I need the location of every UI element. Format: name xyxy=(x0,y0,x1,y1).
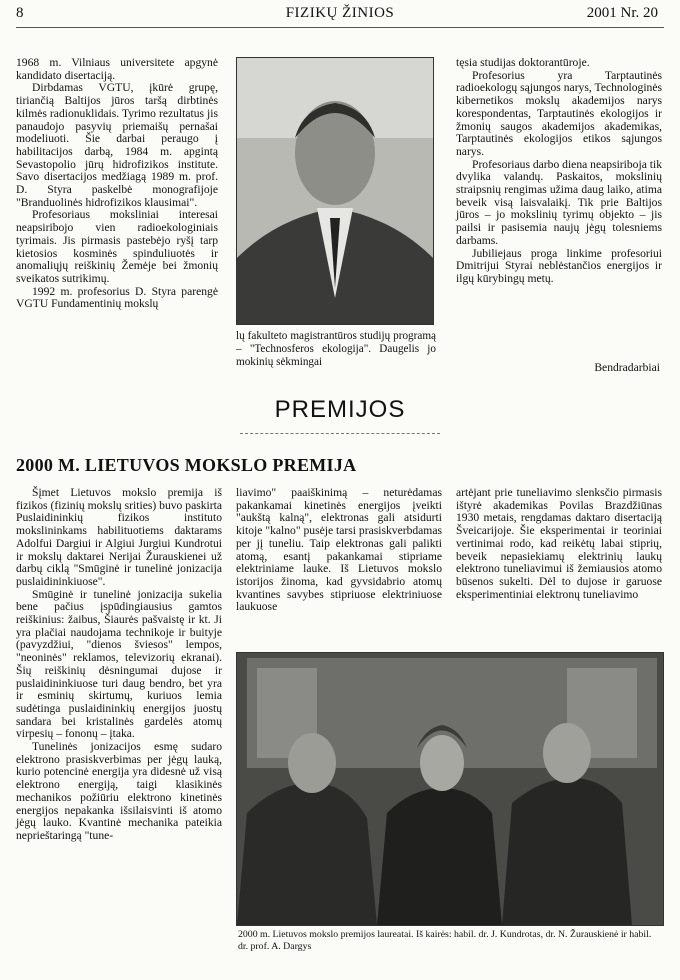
paragraph: Profesorius yra Tarptautinės radioekologų sąjungos narys, Technologinės kibernetikos mokslų akademijos narys korespondentas, Tarptautinės ekologijos ir žmonių saugos akademijos akademikas, Tarptautinės ekologijos etikos sąjungos narys. xyxy=(456,68,662,158)
section-title: PREMIJOS xyxy=(274,396,406,423)
paragraph: Šįmet Lietuvos mokslo premija iš fizikos (fizinių mokslų srities) buvo paskirta Puslaidininkių fizikos instituto mokslininkams habilituotiems daktarams Adolfui Dargiui ir Algiui Jurgiui Kundrotui ir mokslų daktarei Nerijai Žurauskienei už darbų ciklą "Smūginė ir tunelinė jonizacija puslaidininkiuose". xyxy=(16,486,222,588)
photo-caption: 2000 m. Lietuvos mokslo premijos laureatai. Iš kairės: habil. dr. J. Kundrotas, dr. N. Žurauskienė ir habil. dr. prof. A. Dargys xyxy=(238,929,652,952)
laureates-illustration xyxy=(237,653,663,925)
paragraph: tęsia studijas doktorantūroje. xyxy=(456,56,590,69)
portrait-photo xyxy=(236,57,434,325)
paragraph: Tunelinės jonizacijos esmę sudaro elektrono prasiskverbimas per jėgų lauką, kurio potencinė energija yra didesnė už visą elektrono energiją, taigi klasikinės mechanikos požiūriu elektrono kinetinės energijos nepakanka išsilaisvinti iš atomo jėgų lauko. Kvantinė mechanika pateikia neprieštaringą "tune- xyxy=(16,740,222,842)
section-rule xyxy=(240,433,440,434)
page-number: 8 xyxy=(16,5,24,21)
signature: Bendradarbiai xyxy=(594,361,660,374)
paragraph: Dirbdamas VGTU, įkūrė grupę, tiriančią Baltijos jūros taršą dirbtinės kilmės radionuklidais. Tyrimo rezultatus jis panaudojo pasyvių priemaišų pernašai modeliuoti. Šie darbai peraugo į habilitacijos darbą, 1984 m. apgintą Sevastopolio jūrų hidrofizikos institute. Savo disertacijos medžiagą 1989 m. prof. D. Styra paskelbė monografijoje "Branduolinės hidrofizikos klausimai". xyxy=(16,81,218,209)
prize-article-column-3 xyxy=(456,487,662,601)
top-article-column-3 xyxy=(456,57,662,286)
paragraph: 1992 m. profesorius D. Styra parengė VGTU Fundamentinių mokslų xyxy=(16,284,218,311)
paragraph: Jubiliejaus proga linkime profesoriui Dmitrijui Styrai neblėstančios energijos ir ilgų kūrybingų metų. xyxy=(456,246,662,285)
journal-title: FIZIKŲ ŽINIOS xyxy=(285,5,395,21)
paragraph: 1968 m. Vilniaus universitete apgynė kandidato disertaciją. xyxy=(16,56,218,82)
portrait-illustration xyxy=(237,58,433,324)
page-header xyxy=(0,5,680,25)
prize-article-column-1 xyxy=(16,487,222,843)
header-rule xyxy=(16,27,664,28)
prize-article-column-2 xyxy=(236,487,442,614)
paragraph: Profesoriaus darbo diena neapsiriboja tik dvylika valandų. Paskaitos, mokslinių straipsnių rengimas užima daug laiko, atima beveik visą laisvalaikį. Tik prie Baltijos jūros – jo mokslinių tyrimų objekto – jis pailsi ir pasisemia naujų jėgų tolesniems darbams. xyxy=(456,157,662,247)
top-article-column-1 xyxy=(16,57,218,311)
article-title: 2000 M. LIETUVOS MOKSLO PREMIJA xyxy=(16,455,357,475)
paragraph: Profesoriaus moksliniai interesai neapsiribojo vien radioekologiniais tyrimais. Jis pirmasis pastebėjo ryšį tarp kietosios kosminės spinduliuotės ir anomaliųjų reiškinių Žemėje bei žmonių sveikatos sutrikimų. xyxy=(16,208,218,285)
paragraph: liavimo" paaiškinimą – neturėdamas pakankamai kinetinės energijos įveikti "aukštą kalną", elektronas gali atsidurti kitoje "kalno" pusėje tarsi prasiskverbdamas per jį tuneliu. Taip elektronas gali palikti atomą, esantį pakankamai stipriame elektriniame lauke. Iš Lietuvos mokslo istorijos žinoma, kad gyvsidabrio atomų kvantines savybes stipriuose elektriniuose laukuose xyxy=(236,486,442,614)
paragraph: artėjant prie tuneliavimo slenksčio pirmasis ištyrė akademikas Povilas Brazdžiūnas 1930 metais, rengdamas daktaro disertaciją Šveicarijoje. Šie eksperimentai ir teoriniai vertinimai rodo, kad reikėtų labai stiprių, beveik nepasiekiamų elektrinių laukų elektrono tuneliavimui iš žemiausios atomo būsenos sukelti. Dėl to dujose ir garuose eksperimentiniai elektronų tuneliavimo xyxy=(456,486,662,601)
issue-label: 2001 Nr. 20 xyxy=(586,5,658,21)
top-article-continued-text: lų fakulteto magistrantūros studijų programą – "Technosferos ekologija". Daugelis jo mokinių sėkmingai xyxy=(236,330,436,368)
laureates-photo xyxy=(236,652,664,926)
paragraph: Smūginė ir tunelinė jonizacija sukelia bene pačius įspūdingiausius gamtos reiškinius: žaibus, Šiaurės pašvaistę ir kt. Ji yra plačiai naudojama technikoje ir buityje (pavyzdžiui, "dienos šviesos" lempos, "neoninės" reklamos, televizorių ekranai). Šių reiškinių dėsningumai dujose ir puslaidininkiuose turi daug bendro, bet yra ir esminių skirtumų, kuriuos lemia sudėtinga puslaidininkių energijos juostų sandara bei kristalinės gardelės atomų virpesių – fononų – įtaka. xyxy=(16,587,222,741)
